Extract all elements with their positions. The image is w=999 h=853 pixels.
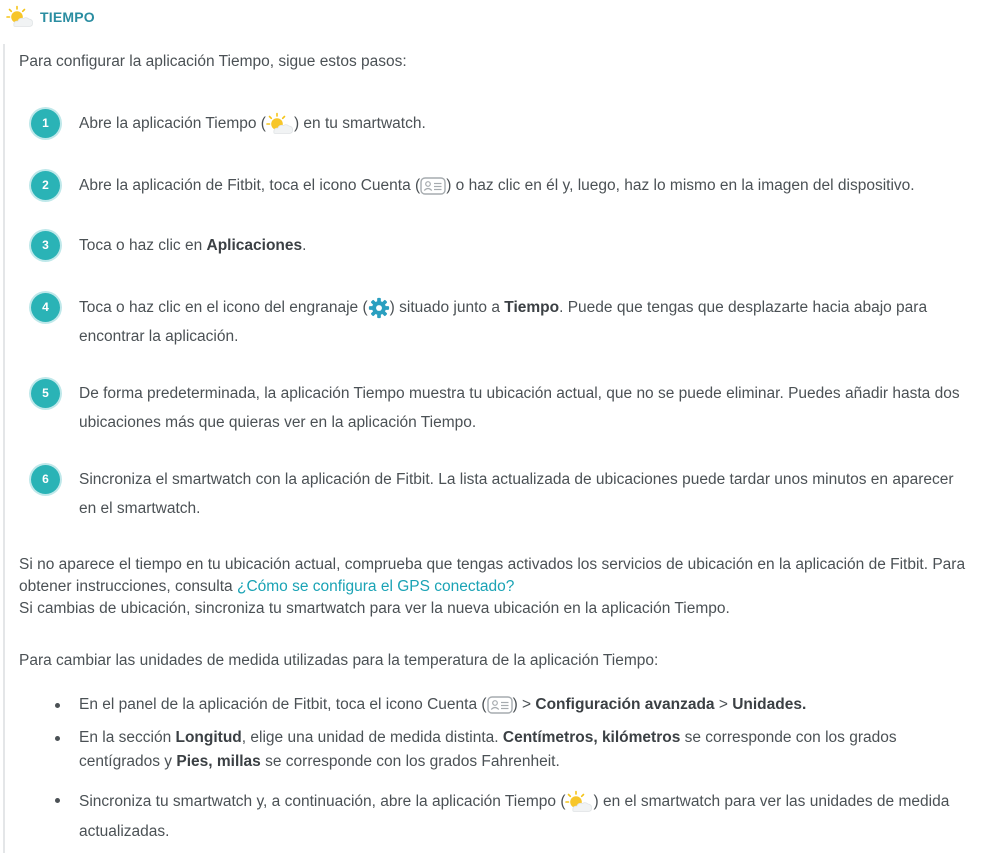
- bullet-dot: [55, 736, 60, 741]
- section-title: TIEMPO: [40, 9, 95, 25]
- step-number-badge: 4: [31, 293, 60, 322]
- step-text: De forma predeterminada, la aplicación Tiempo muestra tu ubicación actual, que no se puede eliminar. Puedes añadir hasta dos ubicaciones más que quieras ver en la aplicación Tiempo.: [79, 385, 960, 431]
- step-number-badge: 6: [31, 465, 60, 494]
- bullet-text: Sincroniza tu smartwatch y, a continuación, abre la aplicación Tiempo ( ) en el smartwatch para ver las unidades de medida actualizadas.: [79, 787, 979, 847]
- bullet-dot: [55, 703, 60, 708]
- sun-cloud-icon: [266, 112, 294, 136]
- bullet-text: En el panel de la aplicación de Fitbit, toca el icono Cuenta ( ) > Configuración avanzada > Unidades.: [79, 696, 807, 713]
- units-intro: Para cambiar las unidades de medida utilizadas para la temperatura de la aplicación Tiempo:: [19, 652, 659, 669]
- bullet-text: En la sección Longitud, elige una unidad de medida distinta. Centímetros, kilómetros se corresponde con los grados centígrados y Pies, millas se corresponde con los grados Fahrenheit.: [79, 729, 897, 770]
- step-text: Toca o haz clic en el icono del engranaje ( ) situado junto a Tiempo. Puede que tengas que desplazarte hacia abajo para encontrar la aplicación.: [79, 293, 979, 351]
- step-number-badge: 5: [31, 379, 60, 408]
- account-icon: [487, 696, 513, 714]
- step-text: Sincroniza el smartwatch con la aplicación de Fitbit. La lista actualizada de ubicaciones puede tardar unos minutos en aparecer en el smartwatch.: [79, 471, 954, 517]
- step-number-badge: 2: [31, 171, 60, 200]
- intro-text: Para configurar la aplicación Tiempo, sigue estos pasos:: [19, 53, 407, 70]
- account-icon: [420, 177, 446, 195]
- section-header: [6, 2, 95, 32]
- bullet-dot: [55, 798, 60, 803]
- step-number-badge: 1: [31, 109, 60, 138]
- step-text: Toca o haz clic en Aplicaciones.: [79, 237, 307, 254]
- sun-cloud-icon: [6, 5, 34, 29]
- apps-label: Aplicaciones: [206, 237, 303, 254]
- gps-note: Si no aparece el tiempo en tu ubicación actual, comprueba que tengas activados los servicios de ubicación en la aplicación de Fitbit. Para obtener instrucciones, consulta ¿Cómo se configura el GPS conectado? Si cambias de ubicación, sincroniza tu smartwatch para ver la nueva ubicación en la aplicación Tiempo.: [19, 556, 966, 617]
- step-text: Abre la aplicación Tiempo ( ) en tu smartwatch.: [79, 109, 979, 138]
- step-number-badge: 3: [31, 231, 60, 260]
- gps-help-link[interactable]: ¿Cómo se configura el GPS conectado?: [236, 578, 515, 595]
- sun-cloud-icon: [565, 790, 593, 814]
- step-text: Abre la aplicación de Fitbit, toca el icono Cuenta ( ) o haz clic en él y, luego, haz lo mismo en la imagen del dispositivo.: [79, 177, 915, 194]
- left-divider: [3, 44, 5, 853]
- gear-icon: [368, 297, 390, 319]
